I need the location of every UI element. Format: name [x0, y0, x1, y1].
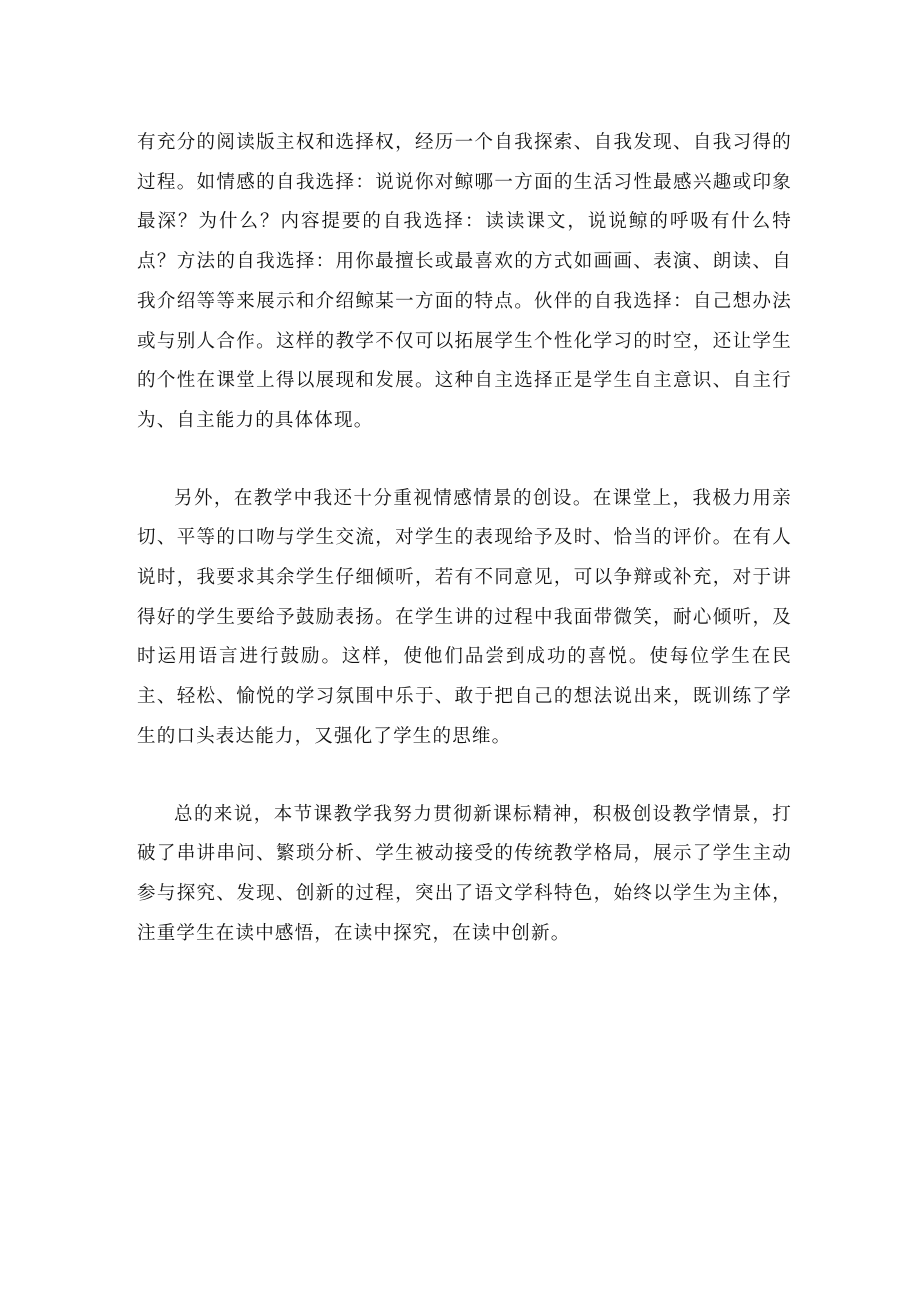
- paragraph-1: 有充分的阅读版主权和选择权，经历一个自我探索、自我发现、自我习得的过程。如情感的自我选择：说说你对鲸哪一方面的生活习性最感兴趣或印象最深？为什么？内容提要的自我选择：读读课文，说说鲸的呼吸有什么特点？方法的自我选择：用你最擅长或最喜欢的方式如画画、表演、朗读、自我介绍等等来展示和介绍鲸某一方面的特点。伙伴的自我选择：自己想办法或与别人合作。这样的教学不仅可以拓展学生个性化学习的时空，还让学生的个性在课堂上得以展现和发展。这种自主选择正是学生自主意识、自主行为、自主能力的具体体现。: [137, 132, 792, 431]
- paragraph-3: 总的来说，本节课教学我努力贯彻新课标精神，积极创设教学情景，打破了串讲串问、繁琐分析、学生被动接受的传统教学格局，展示了学生主动参与探究、发现、创新的过程，突出了语文学科特色，始终以学生为主体，注重学生在读中感悟，在读中探究，在读中创新。: [137, 803, 792, 944]
- document-body: [137, 123, 792, 953]
- paragraph-2: 另外，在教学中我还十分重视情感情景的创设。在课堂上，我极力用亲切、平等的口吻与学生交流，对学生的表现给予及时、恰当的评价。在有人说时，我要求其余学生仔细倾听，若有不同意见，可以争辩或补充，对于讲得好的学生要给予鼓励表扬。在学生讲的过程中我面带微笑，耐心倾听，及时运用语言进行鼓励。这样，使他们品尝到成功的喜悦。使每位学生在民主、轻松、愉悦的学习氛围中乐于、敢于把自己的想法说出来，既训练了学生的口头表达能力，又强化了学生的思维。: [137, 487, 792, 747]
